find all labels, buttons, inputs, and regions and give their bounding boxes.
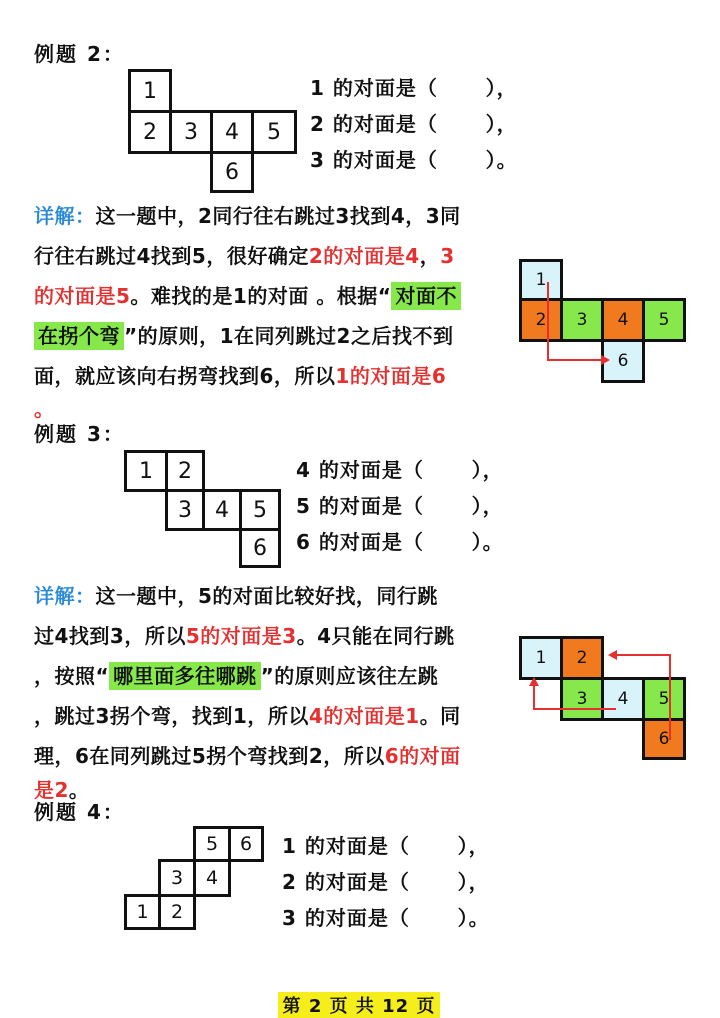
answer-highlight: 是2 [34, 778, 69, 802]
rule-highlight: 在拐个弯 [34, 322, 124, 350]
net-cell: 4 [202, 489, 242, 531]
jump-arrow-icon [500, 250, 700, 390]
text: 。4只能在同行跳 [296, 624, 455, 648]
answer-highlight: 5的对面是3 [185, 624, 297, 648]
diagram-cell: 1 [519, 259, 563, 301]
solution-3-paragraph [34, 576, 514, 804]
net-cell: 2 [128, 110, 172, 154]
net-cell: 6 [228, 826, 264, 862]
net-cell: 2 [158, 894, 196, 930]
question: 5 的对面是（ ）， [296, 494, 504, 518]
solution-label: 详解： [34, 204, 96, 228]
text: 行往右跳过4找到5，很好确定 [34, 244, 309, 268]
net-cell: 4 [193, 859, 231, 897]
text: ”的原则应该往左跳 [260, 664, 439, 688]
diagram-cell: 4 [601, 298, 645, 342]
net-cell: 1 [124, 894, 161, 930]
solution-label: 详解： [34, 584, 96, 608]
net-cell: 3 [165, 489, 205, 531]
answer-highlight: 的对面是5 [34, 284, 131, 308]
net-cell: 6 [210, 151, 254, 193]
text: ，跳过3拐个弯，找到1，所以 [34, 704, 309, 728]
diagram-cell: 3 [560, 298, 604, 342]
question: 1 的对面是（ ）， [310, 76, 518, 100]
text: ”的原则，1在同列跳过2之后找不到 [124, 324, 454, 348]
diagram-cell: 2 [560, 636, 604, 680]
answer-highlight: 4的对面是1 [308, 704, 420, 728]
text: 。难找的是1的对面 。根据“ [130, 284, 392, 308]
question: 6 的对面是（ ）。 [296, 530, 504, 554]
text: 。 [68, 778, 90, 802]
question: 4 的对面是（ ）， [296, 458, 504, 482]
diagram-cell: 5 [642, 298, 686, 342]
page-number: 第 2 页 共 12 页 [278, 992, 440, 1018]
net-cell: 5 [193, 826, 231, 862]
answer-highlight: 6的对面 [384, 744, 461, 768]
diagram-cell: 1 [519, 636, 563, 680]
net-cell: 5 [239, 489, 281, 531]
question: 3 的对面是（ ）。 [282, 906, 490, 930]
question: 3 的对面是（ ）。 [310, 148, 518, 172]
text: ，按照“ [34, 664, 110, 688]
text-line: 这一题中，2同行往右跳过3找到4，3同 [95, 204, 461, 228]
net-cell: 2 [165, 450, 205, 492]
answer-highlight: 3 [440, 244, 455, 268]
text: 。同 [419, 704, 461, 728]
diagram-cell: 4 [601, 677, 645, 721]
rule-highlight: 对面不 [391, 282, 461, 310]
net-cell: 1 [124, 450, 168, 492]
net-cell: 1 [128, 69, 172, 113]
text: 过4找到3，所以 [34, 624, 186, 648]
solution-2-paragraph [34, 196, 514, 422]
text: ， [419, 244, 441, 268]
rule-highlight: 哪里面多往哪跳 [109, 662, 261, 690]
net-cell: 3 [169, 110, 213, 154]
text: 理，6在同列跳过5拐个弯找到2，所以 [34, 744, 385, 768]
text: 。 [34, 397, 55, 421]
text-line: 这一题中，5的对面比较好找，同行跳 [95, 584, 438, 608]
diagram-cell: 3 [560, 677, 604, 721]
question: 2 的对面是（ ）， [282, 870, 490, 894]
question: 1 的对面是（ ）， [282, 834, 490, 858]
jump-arrows-icon [500, 620, 700, 770]
net-cell: 4 [210, 110, 254, 154]
answer-highlight: 2的对面是4 [308, 244, 420, 268]
text: 面，就应该向右拐弯找到6，所以 [34, 364, 336, 388]
example-2-heading: 例题 2： [34, 42, 125, 66]
answer-highlight: 1的对面是6 [335, 364, 447, 388]
net-cell: 6 [239, 528, 281, 568]
diagram-cell: 6 [601, 339, 645, 383]
question: 2 的对面是（ ）， [310, 112, 518, 136]
diagram-cell: 5 [642, 677, 686, 721]
diagram-cell: 6 [642, 718, 686, 760]
diagram-cell: 2 [519, 298, 563, 342]
net-cell: 3 [158, 859, 196, 897]
example-3-heading: 例题 3： [34, 422, 125, 446]
net-cell: 5 [251, 110, 297, 154]
example-4-heading: 例题 4： [34, 800, 125, 824]
